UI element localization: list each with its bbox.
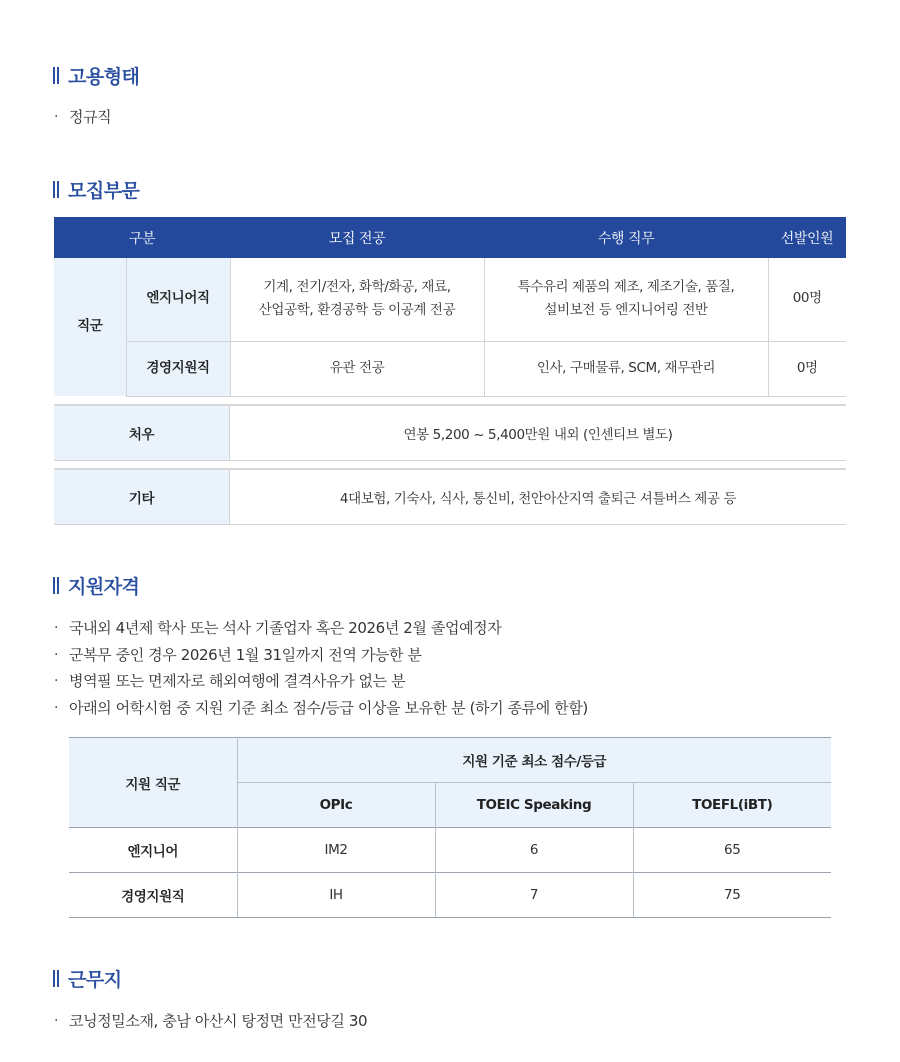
table-row [69, 828, 831, 873]
count-cell: 00명 [768, 258, 846, 341]
others-row [54, 468, 846, 525]
header-category: 구분 [54, 217, 230, 258]
benefits-row [54, 404, 846, 461]
duty-cell: 특수유리 제품의 제조, 제조기술, 품질, 설비보전 등 엔지니어링 전반 [484, 258, 768, 341]
score-cell: IM2 [237, 828, 435, 873]
header-opic: OPIc [237, 783, 435, 828]
score-cell: 75 [633, 873, 831, 918]
benefits-value: 연봉 5,200 ~ 5,400만원 내외 (인센티브 별도) [403, 427, 673, 443]
major-cell: 기계, 전기/전자, 화학/화공, 재료, 산업공학, 환경공학 등 이공계 전공 [230, 258, 484, 341]
role-label: 경영지원직 [126, 341, 230, 396]
score-cell: 65 [633, 828, 831, 873]
table-header-row [69, 738, 831, 783]
list-item: · 아래의 어학시험 중 지원 기준 최소 점수/등급 이상을 보유한 분 (하기 종류에 한함) [54, 699, 588, 717]
section-title: 고용형태 [68, 66, 140, 88]
heading-bar-icon [53, 181, 59, 198]
list-item: · 코닝정밀소재, 충남 아산시 탕정면 만전당길 30 [54, 1012, 368, 1030]
bullet-dot-icon: · [54, 619, 59, 636]
heading-bar-icon [53, 67, 59, 84]
heading-bar-icon [53, 970, 59, 987]
heading-bar-icon [53, 577, 59, 594]
table-row [54, 258, 846, 341]
header-role: 지원 직군 [69, 738, 237, 828]
others-value: 4대보험, 기숙사, 식사, 통신비, 천안아산지역 출퇴근 셔틀버스 제공 등 [339, 491, 737, 507]
count-cell: 0명 [768, 341, 846, 396]
score-cell: 6 [435, 828, 633, 873]
header-toefl: TOEFL(iBT) [633, 783, 831, 828]
section-title: 근무지 [68, 969, 122, 991]
list-item: · 정규직 [54, 108, 112, 126]
section-heading-location [53, 965, 122, 992]
list-item: · 군복무 중인 경우 2026년 1월 31일까지 전역 가능한 분 [54, 646, 422, 664]
recruit-table [54, 217, 846, 397]
role-label: 엔지니어직 [126, 258, 230, 341]
section-heading-employment [53, 62, 139, 89]
duty-cell: 인사, 구매물류, SCM, 재무관리 [484, 341, 768, 396]
language-score-table [69, 737, 831, 918]
section-title: 지원자격 [68, 576, 140, 598]
section-heading-qualification [53, 572, 139, 599]
score-cell: 7 [435, 873, 633, 918]
bullet-dot-icon: · [54, 1012, 59, 1029]
bullet-dot-icon: · [54, 646, 59, 663]
list-item: · 국내외 4년제 학사 또는 석사 기졸업자 혹은 2026년 2월 졸업예정자 [54, 619, 502, 637]
header-score-group: 지원 기준 최소 점수/등급 [237, 738, 831, 783]
table-row [54, 341, 846, 396]
role-cell: 경영지원직 [69, 873, 237, 918]
score-cell: IH [237, 873, 435, 918]
list-item: · 병역필 또는 면제자로 해외여행에 결격사유가 없는 분 [54, 672, 406, 690]
section-title: 모집부문 [68, 180, 140, 202]
role-cell: 엔지니어 [69, 828, 237, 873]
section-heading-recruit [53, 176, 139, 203]
table-header-row [54, 217, 846, 258]
header-duty: 수행 직무 [484, 217, 768, 258]
others-label: 기타 [54, 470, 230, 524]
bullet-dot-icon: · [54, 108, 59, 125]
header-count: 선발인원 [768, 217, 846, 258]
header-toeic-speaking: TOEIC Speaking [435, 783, 633, 828]
bullet-dot-icon: · [54, 672, 59, 689]
group-label: 직군 [54, 258, 126, 396]
header-major: 모집 전공 [230, 217, 484, 258]
benefits-label: 처우 [54, 406, 230, 460]
major-cell: 유관 전공 [230, 341, 484, 396]
table-row [69, 873, 831, 918]
bullet-dot-icon: · [54, 699, 59, 716]
